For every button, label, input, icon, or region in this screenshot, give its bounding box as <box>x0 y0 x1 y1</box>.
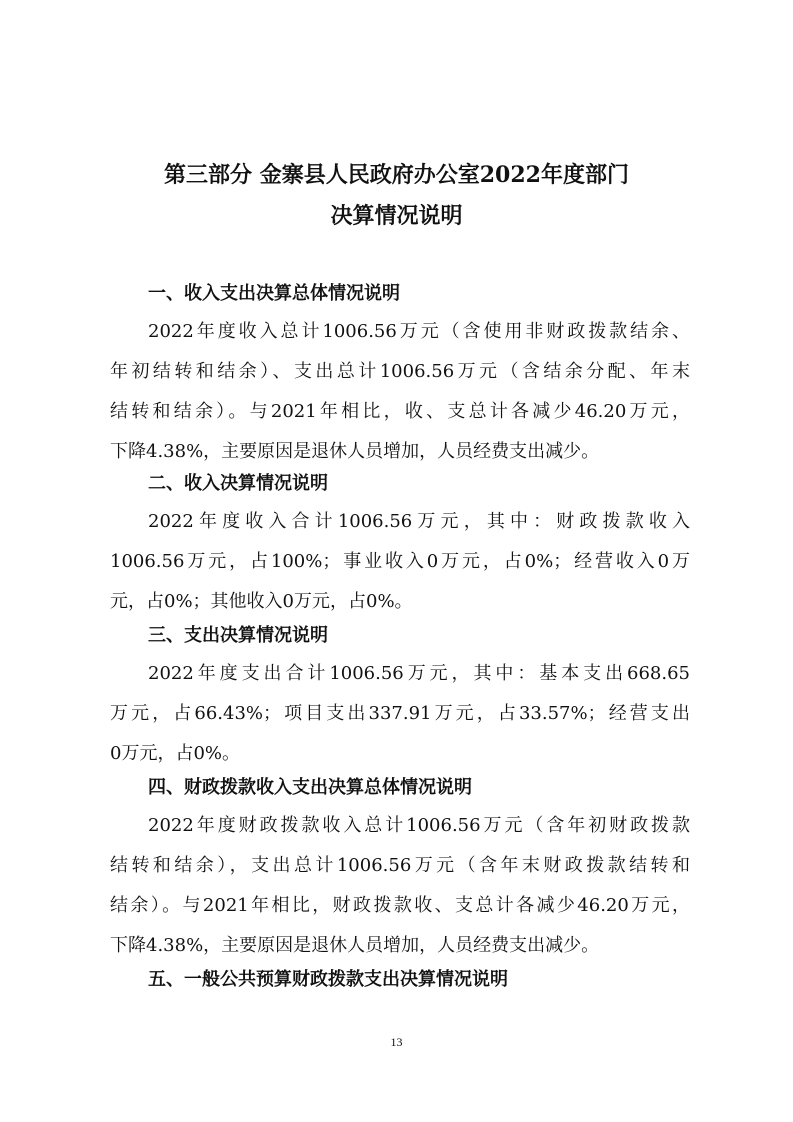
paragraph-line: 2022年度收入合计1006.56万元，其中：财政拨款收入 <box>148 511 690 532</box>
section-paragraph-1 <box>110 319 690 479</box>
paragraph-line: 结转和结余）。与2021年相比，收、支总计各减少46.20万元， <box>110 401 690 422</box>
paragraph-line: 下降4.38%，主要原因是退休人员增加，人员经费支出减少。 <box>110 935 600 956</box>
paragraph-line: 1006.56万元，占100%；事业收入0万元，占0%；经营收入0万 <box>110 551 690 572</box>
section-paragraph-4 <box>110 813 690 973</box>
paragraph-line: 2022年度收入总计1006.56万元（含使用非财政拨款结余、 <box>148 321 690 342</box>
paragraph-line: 元，占0%；其他收入0万元，占0%。 <box>110 591 413 612</box>
section-heading-4: 四、财政拨款收入支出决算总体情况说明 <box>148 777 472 798</box>
section-paragraph-3 <box>110 661 690 781</box>
page-number: 13 <box>390 1035 403 1049</box>
section-heading-5: 五、一般公共预算财政拨款支出决算情况说明 <box>148 969 508 990</box>
paragraph-line: 0万元，占0%。 <box>110 743 241 764</box>
section-paragraph-2 <box>110 509 690 629</box>
paragraph-line: 万元，占66.43%；项目支出337.91万元，占33.57%；经营支出 <box>110 703 690 724</box>
section-heading-1: 一、收入支出决算总体情况说明 <box>148 283 400 304</box>
paragraph-line: 结余）。与2021年相比，财政拨款收、支总计各减少46.20万元， <box>110 895 690 916</box>
page-title-line-1: 第三部分 金寨县人民政府办公室2022年度部门 <box>164 162 629 188</box>
page-title-line-2: 决算情况说明 <box>330 203 463 229</box>
section-heading-2: 二、收入决算情况说明 <box>148 473 328 494</box>
paragraph-line: 下降4.38%，主要原因是退休人员增加，人员经费支出减少。 <box>110 441 600 462</box>
paragraph-line: 2022年度财政拨款收入总计1006.56万元（含年初财政拨款 <box>148 815 690 836</box>
paragraph-line: 2022年度支出合计1006.56万元，其中：基本支出668.65 <box>148 663 690 684</box>
section-heading-3: 三、支出决算情况说明 <box>148 625 328 646</box>
paragraph-line: 年初结转和结余）、支出总计1006.56万元（含结余分配、年末 <box>110 361 690 382</box>
paragraph-line: 结转和结余），支出总计1006.56万元（含年末财政拨款结转和 <box>110 855 690 876</box>
